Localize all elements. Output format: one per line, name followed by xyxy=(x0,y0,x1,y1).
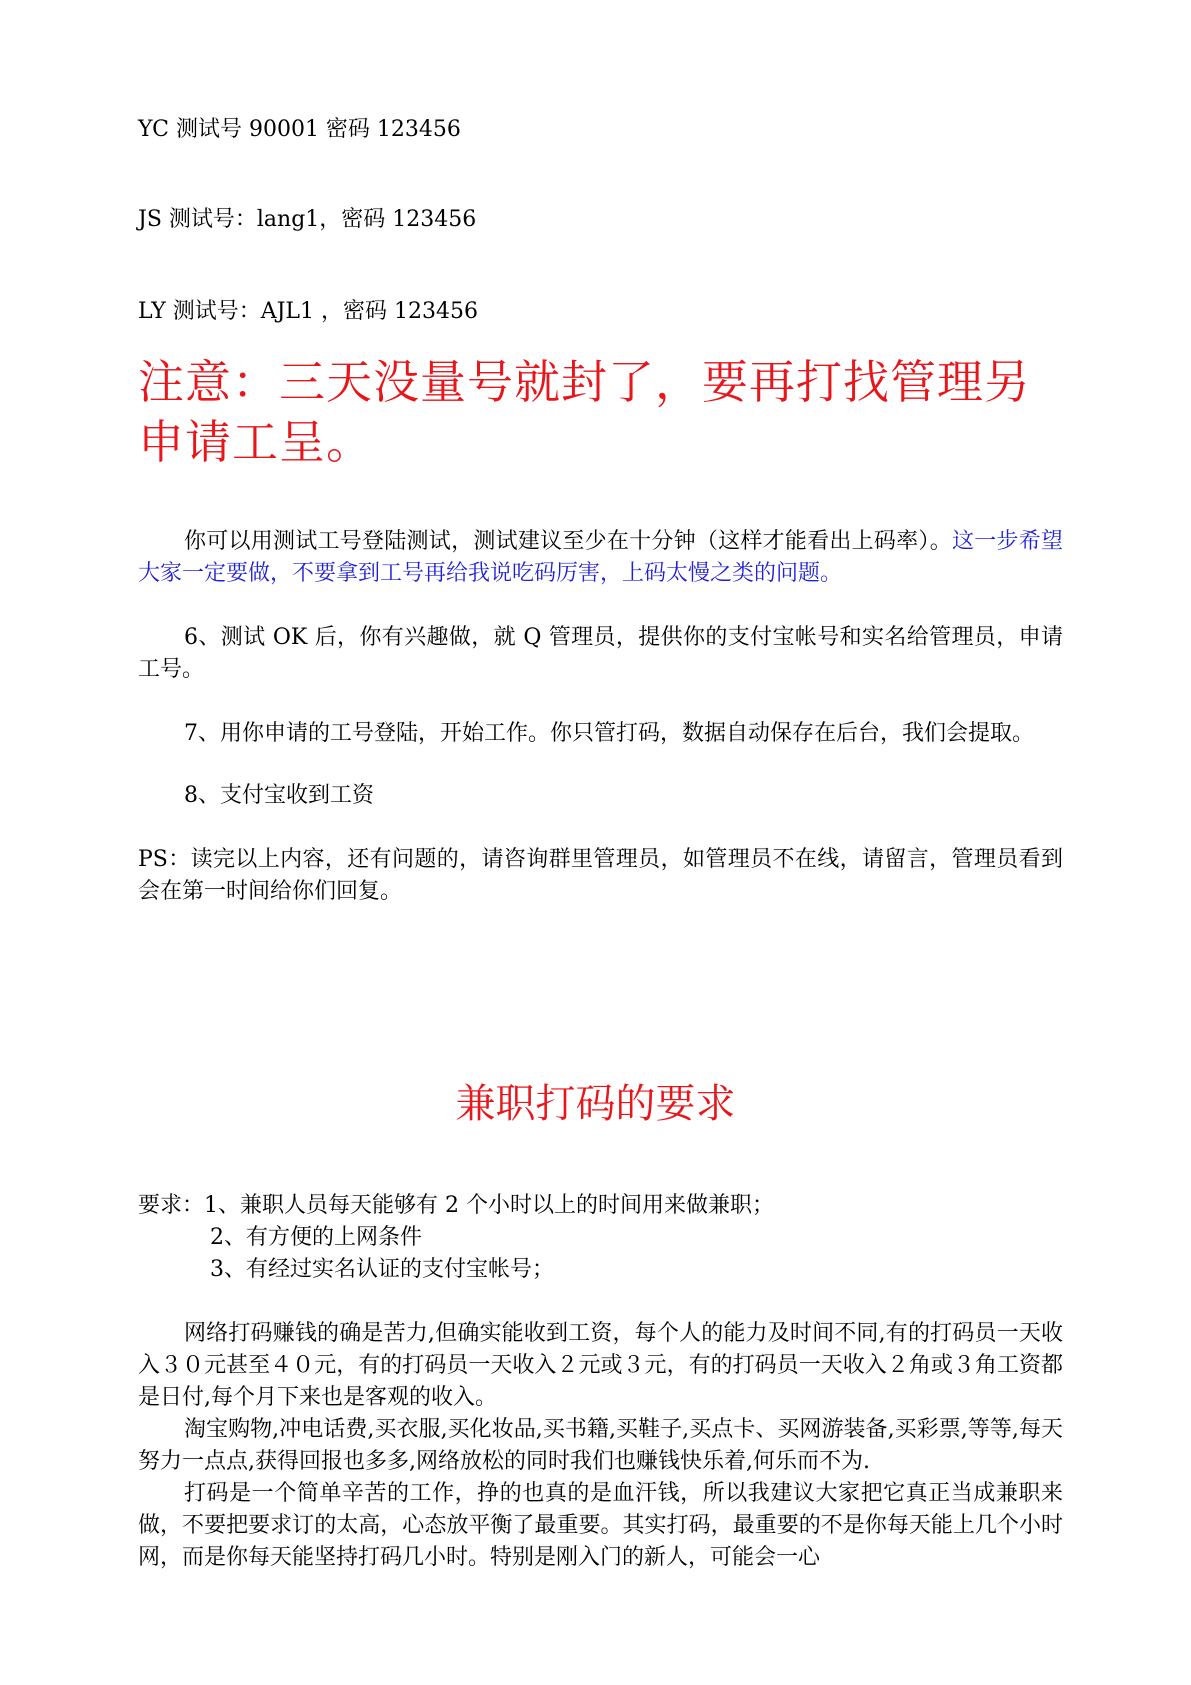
step-8: 8、支付宝收到工资 xyxy=(184,783,374,808)
step-7: 7、用你申请的工号登陆，开始工作。你只管打码，数据自动保存在后台，我们会提取。 xyxy=(184,721,1034,746)
body-paragraph-3: 打码是一个简单辛苦的工作，挣的也真的是血汗钱，所以我建议大家把它真正当成兼职来做，不要把要求订的太高，心态放平衡了最重要。其实打码，最重要的不是你每天能上几个小时网，而是你每天能坚持打码几小时。特别是刚入门的新人，可能会一心 xyxy=(138,1481,1063,1570)
test-paragraph-text: 你可以用测试工号登陆测试，测试建议至少在十分钟（这样才能看出上码率）。 xyxy=(184,529,952,554)
account-js: JS 测试号：lang1，密码 123456 xyxy=(138,207,477,232)
section-title: 兼职打码的要求 xyxy=(455,1081,736,1127)
ps-note: PS：读完以上内容，还有问题的，请咨询群里管理员，如管理员不在线，请留言，管理员看到会在第一时间给你们回复。 xyxy=(138,847,1063,904)
requirement-3: 3、有经过实名认证的支付宝帐号； xyxy=(210,1257,554,1282)
account-ly: LY 测试号：AJL1 ，密码 123456 xyxy=(138,299,479,324)
body-paragraph-2: 淘宝购物,冲电话费,买衣服,买化妆品,买书籍,买鞋子,买点卡、买网游装备,买彩票,等等,每天努力一点点,获得回报也多多,网络放松的同时我们也赚钱快乐着,何乐而不为. xyxy=(138,1417,1063,1474)
notice-warning: 注意：三天没量号就封了，要再打找管理另申请工呈。 xyxy=(138,355,1031,469)
body-paragraph-1: 网络打码赚钱的确是苦力,但确实能收到工资，每个人的能力及时间不同,有的打码员一天收入３０元甚至４０元，有的打码员一天收入２元或３元，有的打码员一天收入２角或３角工资都是日付,每个月下来也是客观的收入。 xyxy=(138,1321,1063,1410)
account-yc: YC 测试号 90001 密码 123456 xyxy=(138,117,461,142)
step-6: 6、测试 OK 后，你有兴趣做，就 Q 管理员，提供你的支付宝帐号和实名给管理员，申请工号。 xyxy=(138,625,1063,682)
test-paragraph xyxy=(138,526,1063,590)
requirement-2: 2、有方便的上网条件 xyxy=(210,1225,422,1250)
requirement-1: 要求：1、兼职人员每天能够有 2 个小时以上的时间用来做兼职； xyxy=(138,1193,774,1218)
test-paragraph-highlight: 这一步希望大家一定要做，不要拿到工号再给我说吃码厉害，上码太慢之类的问题。 xyxy=(138,529,1063,586)
